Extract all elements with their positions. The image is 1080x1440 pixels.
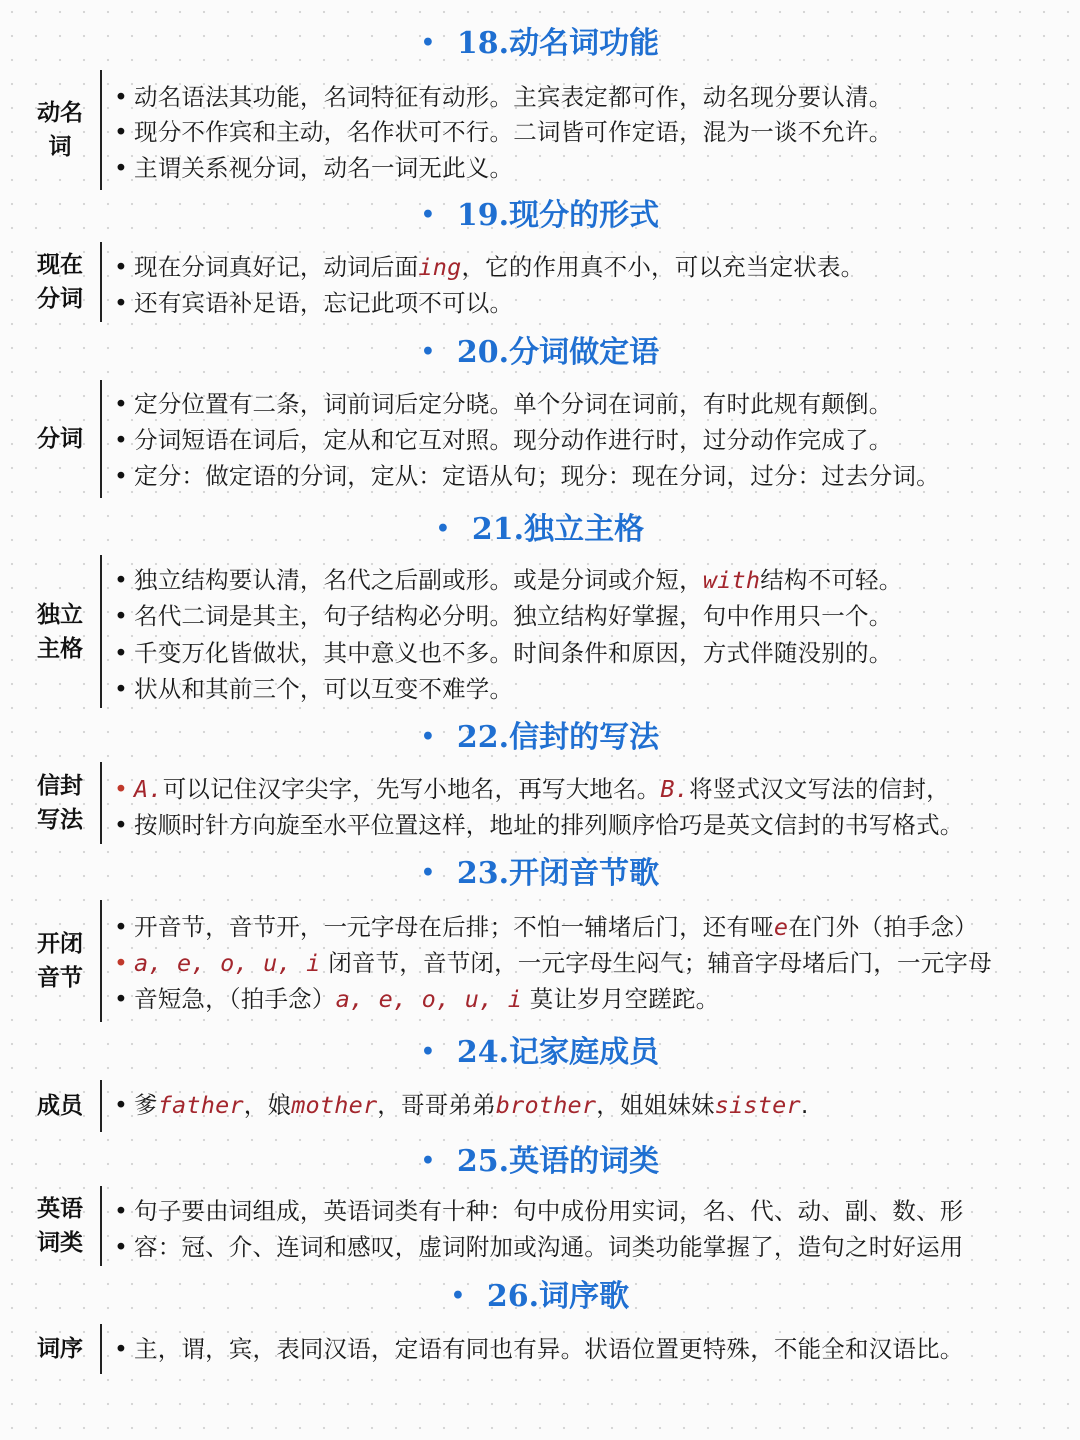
title-bullet-icon: • xyxy=(420,30,435,56)
section-title xyxy=(0,717,1080,757)
line-text: 在门外（拍手念） xyxy=(788,913,978,941)
bullet-icon: • xyxy=(113,675,129,703)
line-text: 还有宾语补足语，忘记此项不可以。 xyxy=(134,289,514,317)
handwritten-english: A. xyxy=(134,775,163,803)
section-label xyxy=(18,1332,102,1366)
handwritten-english: sister xyxy=(714,1091,801,1119)
section-title-text: 26.词序歌 xyxy=(486,1279,630,1314)
section-title xyxy=(0,1276,1080,1316)
line-text: ，哥哥弟弟 xyxy=(377,1091,496,1119)
bullet-icon: • xyxy=(113,118,129,146)
section-label-line: 开闭 xyxy=(37,931,83,957)
bullet-line xyxy=(108,386,892,422)
handwritten-english: e xyxy=(773,913,789,941)
section-title xyxy=(0,195,1080,235)
line-text: 分词短语在词后，定从和它互对照。现分动作进行时，过分动作完成了。 xyxy=(134,426,893,454)
bullet-icon: • xyxy=(113,602,129,630)
section-title xyxy=(0,1141,1080,1181)
bullet-line xyxy=(108,1331,964,1367)
title-bullet-icon: • xyxy=(435,516,450,542)
section-title xyxy=(0,853,1080,893)
section-title-text: 18.动名词功能 xyxy=(456,26,660,61)
bullet-line xyxy=(108,635,892,671)
bullet-line xyxy=(108,1229,964,1265)
bullet-icon: • xyxy=(113,949,129,977)
bullet-icon: • xyxy=(113,390,129,418)
handwritten-english: a, e, o, u, i xyxy=(335,985,523,1013)
bullet-icon: • xyxy=(113,154,129,182)
section-label-line: 独立 xyxy=(37,601,83,628)
handwritten-english: ing xyxy=(418,253,462,281)
handwritten-english: brother xyxy=(495,1091,597,1119)
line-text: 名代二词是其主，句子结构必分明。独立结构好掌握，句中作用只一个。 xyxy=(134,602,893,630)
section-label-line: 主格 xyxy=(37,635,83,662)
line-text: 按顺时针方向旋至水平位置这样，地址的排列顺序恰巧是英文信封的书写格式。 xyxy=(134,811,964,839)
line-text: 句子要由词组成，英语词类有十种：句中成份用实词，名、代、动、副、数、形 xyxy=(134,1197,964,1225)
line-text: 爹 xyxy=(134,1091,158,1119)
handwritten-english: a, e, o, u, i xyxy=(134,949,321,977)
title-bullet-icon: • xyxy=(420,339,435,365)
bullet-line xyxy=(108,598,892,634)
line-text: ，它的作用真不小，可以充当定状表。 xyxy=(461,253,865,281)
section-label-line: 动名 xyxy=(37,100,83,126)
line-text: 闭音节，音节闭，一元字母生闷气；辅音字母堵后门，一元字母 xyxy=(320,949,992,977)
section-title-text: 22.信封的写法 xyxy=(456,720,660,755)
bullet-line xyxy=(108,807,964,843)
line-text: 状从和其前三个，可以互变不难学。 xyxy=(134,675,514,703)
line-text: 定分：做定语的分词，定从：定语从句；现分：现在分词，过分：过去分词。 xyxy=(134,462,940,490)
line-text: 结构不可轻。 xyxy=(760,566,903,594)
bullet-icon: • xyxy=(113,426,129,454)
section-label xyxy=(18,1089,102,1123)
title-bullet-icon: • xyxy=(420,860,435,886)
section-label-line: 音节 xyxy=(37,965,83,991)
section-label-line: 分词 xyxy=(37,426,83,452)
section-title-text: 20.分词做定语 xyxy=(456,335,660,370)
bullet-icon: • xyxy=(113,566,129,594)
line-text: ，娘 xyxy=(243,1091,292,1119)
bullet-line xyxy=(108,981,719,1017)
section-label xyxy=(18,927,102,995)
section-label xyxy=(18,1192,102,1260)
line-text: 开音节，音节开，一元字母在后排；不怕一辅堵后门，还有哑 xyxy=(134,913,774,941)
line-text: 可以记住汉字尖字，先写小地名，再写大地名。 xyxy=(162,775,661,803)
section-label-line: 词序 xyxy=(37,1336,83,1362)
section-label xyxy=(18,598,102,666)
section-label-line: 成员 xyxy=(37,1093,83,1119)
line-text: 莫让岁月空蹉跎。 xyxy=(522,985,720,1013)
bullet-line xyxy=(108,671,513,707)
bullet-line xyxy=(108,150,513,186)
section-label-line: 写法 xyxy=(37,807,83,833)
line-text: 定分位置有二条，词前词后定分晓。单个分词在词前，有时此规有颠倒。 xyxy=(134,390,893,418)
section-label-line: 词类 xyxy=(37,1230,83,1256)
bullet-icon: • xyxy=(113,985,129,1013)
section-title-text: 25.英语的词类 xyxy=(456,1144,660,1179)
bullet-icon: • xyxy=(113,1233,129,1261)
line-text: 现分不作宾和主动，名作状可不行。二词皆可作定语，混为一谈不允许。 xyxy=(134,118,893,146)
section-label xyxy=(18,769,102,837)
line-text: 将竖式汉文写法的信封， xyxy=(689,775,950,803)
title-bullet-icon: • xyxy=(450,1283,465,1309)
bullet-line xyxy=(108,422,892,458)
line-text: 动名语法其功能，名词特征有动形。主宾表定都可作，动名现分要认清。 xyxy=(134,83,893,111)
section-label xyxy=(18,422,102,456)
section-title-text: 24.记家庭成员 xyxy=(456,1035,660,1070)
line-text: . xyxy=(800,1091,809,1119)
bullet-icon: • xyxy=(113,462,129,490)
line-text: 主，谓，宾，表同汉语，定语有同也有异。状语位置更特殊，不能全和汉语比。 xyxy=(134,1335,964,1363)
title-bullet-icon: • xyxy=(420,1148,435,1174)
section-title xyxy=(0,23,1080,63)
bullet-line xyxy=(108,945,992,981)
section-label-line: 英语 xyxy=(37,1196,83,1222)
handwritten-english: B. xyxy=(660,775,690,803)
line-text: 主谓关系视分词，动名一词无此义。 xyxy=(134,154,514,182)
bullet-line xyxy=(108,114,892,150)
bullet-line xyxy=(108,1087,809,1123)
section-title xyxy=(0,509,1080,549)
bullet-icon: • xyxy=(113,1091,129,1119)
handwritten-english: with xyxy=(702,566,761,594)
line-text: 容：冠、介、连词和感叹，虚词附加或沟通。词类功能掌握了，造句之时好运用 xyxy=(134,1233,964,1261)
bullet-line xyxy=(108,249,864,285)
section-label xyxy=(18,248,102,316)
section-label-line: 词 xyxy=(48,134,72,160)
section-title-text: 19.现分的形式 xyxy=(456,198,660,233)
bullet-icon: • xyxy=(113,639,129,667)
bullet-icon: • xyxy=(113,83,129,111)
title-bullet-icon: • xyxy=(420,202,435,228)
title-bullet-icon: • xyxy=(420,724,435,750)
bullet-line xyxy=(108,909,978,945)
handwritten-english: father xyxy=(157,1091,244,1119)
line-text: 音短急，（拍手念） xyxy=(134,985,336,1013)
bullet-icon: • xyxy=(113,289,129,317)
title-bullet-icon: • xyxy=(420,1039,435,1065)
bullet-icon: • xyxy=(113,913,129,941)
bullet-line xyxy=(108,285,513,321)
line-text: 独立结构要认清，名代之后副或形。或是分词或介短， xyxy=(134,566,703,594)
bullet-icon: • xyxy=(113,1335,129,1363)
bullet-icon: • xyxy=(113,253,129,281)
bullet-line xyxy=(108,771,950,807)
section-title xyxy=(0,1032,1080,1072)
bullet-line xyxy=(108,562,902,598)
bullet-icon: • xyxy=(113,811,129,839)
section-label-line: 信封 xyxy=(37,773,83,799)
section-title-text: 23.开闭音节歌 xyxy=(456,856,660,891)
line-text: 现在分词真好记，动词后面 xyxy=(134,253,419,281)
bullet-line xyxy=(108,79,892,115)
section-title xyxy=(0,332,1080,372)
handwritten-english: mother xyxy=(291,1091,378,1119)
bullet-icon: • xyxy=(113,775,129,803)
line-text: 千变万化皆做状，其中意义也不多。时间条件和原因，方式伴随没别的。 xyxy=(134,639,893,667)
bullet-line xyxy=(108,1193,964,1229)
section-label-line: 分词 xyxy=(37,286,83,312)
bullet-icon: • xyxy=(113,1197,129,1225)
section-label xyxy=(18,96,102,164)
bullet-line xyxy=(108,458,940,494)
line-text: ，姐姐妹妹 xyxy=(596,1091,715,1119)
section-label-line: 现在 xyxy=(37,252,83,278)
section-title-text: 21.独立主格 xyxy=(471,512,645,547)
